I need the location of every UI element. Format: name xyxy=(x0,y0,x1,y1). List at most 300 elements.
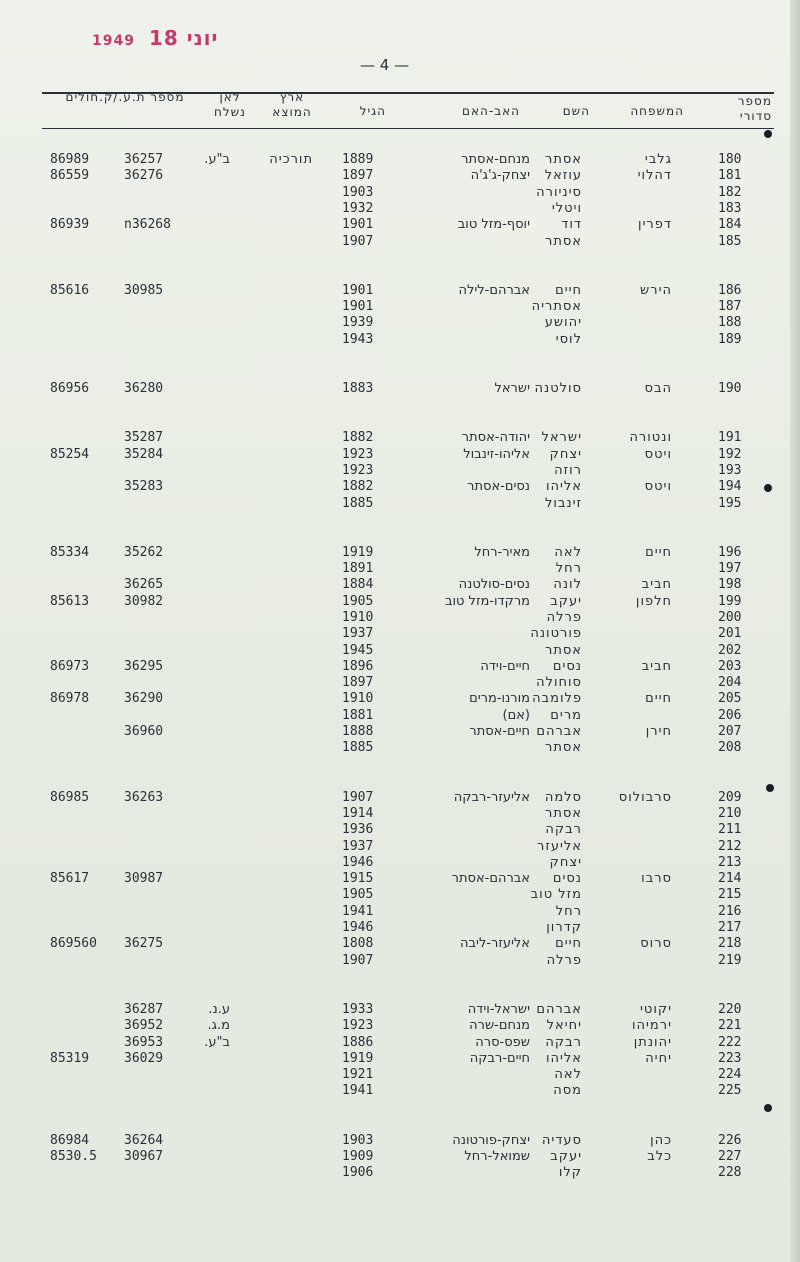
cell-parents: שפס-סרה xyxy=(475,1035,530,1050)
cell-tnum: 30982 xyxy=(124,594,164,609)
table-row xyxy=(0,152,800,168)
header-country: ארץ המוצא xyxy=(272,90,312,119)
cell-serial: 225 xyxy=(718,1083,742,1098)
table-row xyxy=(0,724,800,740)
table-row xyxy=(0,1002,800,1018)
table-row xyxy=(0,561,800,577)
table-row xyxy=(0,822,800,838)
cell-year: 1808 xyxy=(342,936,374,951)
cell-tnum: 36263 xyxy=(124,790,164,805)
cell-family: חביב xyxy=(641,659,672,674)
page-number: — 4 — xyxy=(360,56,410,74)
cell-year: 1882 xyxy=(342,479,374,494)
table-row xyxy=(0,168,800,184)
cell-name: קדרון xyxy=(546,920,582,935)
cell-tnum: 36275 xyxy=(124,936,164,951)
cell-year: 1905 xyxy=(342,594,374,609)
cell-name: אליהו xyxy=(545,479,582,494)
cell-tnum: 30985 xyxy=(124,283,164,298)
cell-fnum: 86939 xyxy=(50,217,90,232)
cell-tnum: 35283 xyxy=(124,479,164,494)
cell-family: כלב xyxy=(647,1149,672,1164)
cell-year: 1905 xyxy=(342,887,374,902)
cell-serial: 180 xyxy=(718,152,742,167)
table-row xyxy=(0,1035,800,1051)
cell-year: 1907 xyxy=(342,234,374,249)
cell-fnum: 86978 xyxy=(50,691,90,706)
cell-serial: 219 xyxy=(718,953,742,968)
cell-name: נסים xyxy=(552,871,582,886)
cell-name: פורטונה xyxy=(530,626,582,641)
cell-serial: 193 xyxy=(718,463,742,478)
cell-tnum: n36268 xyxy=(124,217,171,232)
cell-year: 1919 xyxy=(342,1051,374,1066)
cell-serial: 192 xyxy=(718,447,742,462)
cell-serial: 190 xyxy=(718,381,742,396)
cell-tnum: 36280 xyxy=(124,381,164,396)
header-family: המשפחה xyxy=(630,104,684,118)
cell-serial: 182 xyxy=(718,185,742,200)
cell-fnum: 86989 xyxy=(50,152,90,167)
cell-name: ויטלי xyxy=(551,201,582,216)
cell-name: רבקה xyxy=(545,822,582,837)
cell-fnum: 85319 xyxy=(50,1051,90,1066)
cell-serial: 188 xyxy=(718,315,742,330)
cell-serial: 208 xyxy=(718,740,742,755)
cell-year: 1882 xyxy=(342,430,374,445)
cell-year: 1946 xyxy=(342,920,374,935)
cell-tnum: 36029 xyxy=(124,1051,164,1066)
cell-year: 1885 xyxy=(342,496,374,511)
cell-fnum: 85613 xyxy=(50,594,90,609)
cell-year: 1923 xyxy=(342,447,374,462)
cell-name: פלומבה xyxy=(532,691,582,706)
cell-name: אסתריה xyxy=(531,299,582,314)
table-row xyxy=(0,479,800,495)
cell-name: לוסי xyxy=(555,332,582,347)
cell-serial: 204 xyxy=(718,675,742,690)
header-numbers: מספר ת.ע./ק.חולים xyxy=(65,90,185,104)
cell-serial: 227 xyxy=(718,1149,742,1164)
cell-country: תורכיה xyxy=(269,152,313,167)
stamp-date: 18 יוני xyxy=(148,26,219,50)
cell-name: אסתר xyxy=(544,740,582,755)
cell-name: מזל טוב xyxy=(530,887,582,902)
cell-serial: 228 xyxy=(718,1165,742,1180)
cell-fnum: 86985 xyxy=(50,790,90,805)
cell-year: 1901 xyxy=(342,299,374,314)
cell-year: 1939 xyxy=(342,315,374,330)
table-row xyxy=(0,201,800,217)
cell-year: 1885 xyxy=(342,740,374,755)
cell-tnum: 36264 xyxy=(124,1133,164,1148)
cell-family: ונטורה xyxy=(629,430,672,445)
header-serial: מספר סדורי xyxy=(737,94,772,123)
cell-name: פרלה xyxy=(546,953,582,968)
cell-family: כהן xyxy=(650,1133,672,1148)
cell-year: 1936 xyxy=(342,822,374,837)
header-parents: האב-האם xyxy=(462,104,520,118)
table-row xyxy=(0,234,800,250)
table-row xyxy=(0,790,800,806)
cell-parents: חיים-אסתר xyxy=(469,724,530,739)
cell-parents: ישראל xyxy=(494,381,530,396)
table-row xyxy=(0,315,800,331)
cell-name: סלמה xyxy=(544,790,582,805)
cell-name: נסים xyxy=(552,659,582,674)
cell-year: 1884 xyxy=(342,577,374,592)
cell-name: לאה xyxy=(554,1067,582,1082)
cell-family: חיים xyxy=(645,691,672,706)
cell-serial: 194 xyxy=(718,479,742,494)
table-row xyxy=(0,332,800,348)
cell-year: 1906 xyxy=(342,1165,374,1180)
cell-family: דפרין xyxy=(637,217,672,232)
cell-tnum: 36952 xyxy=(124,1018,164,1033)
cell-serial: 226 xyxy=(718,1133,742,1148)
cell-year: 1921 xyxy=(342,1067,374,1082)
table-row xyxy=(0,217,800,233)
table-row xyxy=(0,806,800,822)
cell-family: חלפון xyxy=(635,594,672,609)
cell-ship: ע.נ. xyxy=(208,1002,230,1017)
cell-year: 1901 xyxy=(342,217,374,232)
cell-year: 1910 xyxy=(342,691,374,706)
cell-parents: שמואל-רחל xyxy=(464,1149,530,1164)
cell-serial: 211 xyxy=(718,822,742,837)
table-row xyxy=(0,626,800,642)
cell-year: 1891 xyxy=(342,561,374,576)
table-row xyxy=(0,953,800,969)
cell-serial: 187 xyxy=(718,299,742,314)
cell-name: אסתר xyxy=(544,643,582,658)
cell-parents: מנחם-שרה xyxy=(469,1018,530,1033)
cell-serial: 202 xyxy=(718,643,742,658)
cell-name: סיניורה xyxy=(536,185,582,200)
cell-parents: (אם) xyxy=(502,708,530,723)
cell-serial: 213 xyxy=(718,855,742,870)
cell-family: סרבו xyxy=(641,871,672,886)
cell-year: 1888 xyxy=(342,724,374,739)
table-row xyxy=(0,610,800,626)
cell-serial: 209 xyxy=(718,790,742,805)
table-row xyxy=(0,1083,800,1099)
cell-family: הבס xyxy=(644,381,672,396)
cell-year: 1937 xyxy=(342,839,374,854)
cell-name: חיים xyxy=(555,936,582,951)
cell-year: 1896 xyxy=(342,659,374,674)
header-name: השם xyxy=(562,104,590,118)
cell-parents: אליעזר-רבקה xyxy=(453,790,530,805)
cell-serial: 207 xyxy=(718,724,742,739)
cell-serial: 184 xyxy=(718,217,742,232)
cell-year: 1903 xyxy=(342,1133,374,1148)
cell-fnum: 85254 xyxy=(50,447,90,462)
cell-year: 1901 xyxy=(342,283,374,298)
cell-serial: 185 xyxy=(718,234,742,249)
cell-name: עוזאל xyxy=(544,168,582,183)
cell-serial: 198 xyxy=(718,577,742,592)
cell-year: 1897 xyxy=(342,675,374,690)
stamp-year: 1949 xyxy=(92,33,135,49)
cell-serial: 183 xyxy=(718,201,742,216)
cell-year: 1889 xyxy=(342,152,374,167)
punch-hole-mark xyxy=(764,484,772,492)
table-row xyxy=(0,691,800,707)
table-row xyxy=(0,299,800,315)
cell-parents: מורנו-מרים xyxy=(469,691,530,706)
table-row xyxy=(0,594,800,610)
cell-family: חירן xyxy=(645,724,672,739)
table-row xyxy=(0,839,800,855)
cell-family: חיים xyxy=(645,545,672,560)
cell-serial: 223 xyxy=(718,1051,742,1066)
cell-family: הירש xyxy=(640,283,672,298)
table-row xyxy=(0,904,800,920)
cell-fnum: 85616 xyxy=(50,283,90,298)
cell-serial: 210 xyxy=(718,806,742,821)
cell-name: יחיאל xyxy=(546,1018,582,1033)
cell-fnum: 86984 xyxy=(50,1133,90,1148)
cell-name: פרלה xyxy=(546,610,582,625)
cell-parents: אברהם-אסתר xyxy=(451,871,530,886)
table-row xyxy=(0,185,800,201)
cell-parents: ישראל-וידה xyxy=(467,1002,530,1017)
cell-tnum: 30987 xyxy=(124,871,164,886)
cell-serial: 201 xyxy=(718,626,742,641)
cell-serial: 215 xyxy=(718,887,742,902)
cell-year: 1932 xyxy=(342,201,374,216)
cell-serial: 191 xyxy=(718,430,742,445)
punch-hole-mark xyxy=(766,784,774,792)
cell-name: אברהם xyxy=(536,1002,582,1017)
cell-year: 1933 xyxy=(342,1002,374,1017)
cell-ship: מ.ג. xyxy=(207,1018,230,1033)
cell-year: 1919 xyxy=(342,545,374,560)
cell-name: רבקה xyxy=(545,1035,582,1050)
cell-serial: 196 xyxy=(718,545,742,560)
cell-family: ירמיהו xyxy=(631,1018,672,1033)
cell-ship: ב"ע. xyxy=(204,1035,230,1050)
cell-name: סעדיה xyxy=(541,1133,582,1148)
cell-serial: 224 xyxy=(718,1067,742,1082)
cell-name: לונה xyxy=(553,577,582,592)
table-row xyxy=(0,381,800,397)
cell-year: 1903 xyxy=(342,185,374,200)
cell-name: רוזה xyxy=(554,463,582,478)
cell-name: אסתר xyxy=(544,234,582,249)
cell-year: 1923 xyxy=(342,1018,374,1033)
cell-fnum: 85617 xyxy=(50,871,90,886)
table-row xyxy=(0,936,800,952)
table-row xyxy=(0,855,800,871)
cell-tnum: 36295 xyxy=(124,659,164,674)
cell-name: יעקב xyxy=(550,1149,582,1164)
cell-serial: 206 xyxy=(718,708,742,723)
cell-year: 1909 xyxy=(342,1149,374,1164)
cell-name: חיים xyxy=(555,283,582,298)
cell-parents: יוסף-מזל טוב xyxy=(457,217,530,232)
cell-parents: מנחם-אסתר xyxy=(461,152,530,167)
cell-family: ויטס xyxy=(644,479,672,494)
cell-name: מסה xyxy=(553,1083,582,1098)
cell-year: 1910 xyxy=(342,610,374,625)
cell-name: יעקב xyxy=(550,594,582,609)
table-row xyxy=(0,1165,800,1181)
cell-parents: יצחק-פורטונה xyxy=(452,1133,530,1148)
cell-name: דוד xyxy=(561,217,582,232)
cell-year: 1946 xyxy=(342,855,374,870)
cell-tnum: 36287 xyxy=(124,1002,164,1017)
cell-serial: 212 xyxy=(718,839,742,854)
table-row xyxy=(0,1051,800,1067)
table-row xyxy=(0,1149,800,1165)
cell-name: אברהם xyxy=(536,724,582,739)
cell-parents: אליעזר-ליבה xyxy=(460,936,530,951)
cell-parents: יהודה-אסתר xyxy=(461,430,530,445)
cell-year: 1941 xyxy=(342,904,374,919)
cell-tnum: 36960 xyxy=(124,724,164,739)
table-row xyxy=(0,463,800,479)
cell-name: אסתר xyxy=(544,152,582,167)
table-row xyxy=(0,1067,800,1083)
cell-family: יהונתן xyxy=(633,1035,672,1050)
cell-serial: 197 xyxy=(718,561,742,576)
cell-year: 1945 xyxy=(342,643,374,658)
cell-year: 1907 xyxy=(342,953,374,968)
table-row xyxy=(0,920,800,936)
cell-year: 1941 xyxy=(342,1083,374,1098)
header-bottom-rule xyxy=(42,128,774,129)
cell-fnum: 86956 xyxy=(50,381,90,396)
cell-fnum: 86973 xyxy=(50,659,90,674)
cell-serial: 189 xyxy=(718,332,742,347)
cell-serial: 200 xyxy=(718,610,742,625)
cell-year: 1881 xyxy=(342,708,374,723)
punch-hole-mark xyxy=(764,130,772,138)
cell-parents: מאיר-רחל xyxy=(474,545,530,560)
cell-year: 1915 xyxy=(342,871,374,886)
punch-hole-mark xyxy=(764,1104,772,1112)
cell-year: 1886 xyxy=(342,1035,374,1050)
cell-serial: 203 xyxy=(718,659,742,674)
cell-name: מרים xyxy=(550,708,582,723)
table-row xyxy=(0,545,800,561)
cell-serial: 214 xyxy=(718,871,742,886)
cell-name: קלו xyxy=(558,1165,582,1180)
cell-name: יצחק xyxy=(549,447,582,462)
cell-name: יצחק xyxy=(549,855,582,870)
cell-parents: חיים-רבקה xyxy=(469,1051,530,1066)
cell-parents: חיים-וידה xyxy=(480,659,530,674)
cell-tnum: 36265 xyxy=(124,577,164,592)
cell-family: גלבי xyxy=(644,152,672,167)
cell-parents: נסים-סולטנה xyxy=(458,577,530,592)
cell-serial: 186 xyxy=(718,283,742,298)
table-row xyxy=(0,447,800,463)
table-row xyxy=(0,577,800,593)
table-row xyxy=(0,675,800,691)
cell-name: סולטנה xyxy=(534,381,582,396)
cell-name: ישראל xyxy=(541,430,582,445)
cell-tnum: 35262 xyxy=(124,545,164,560)
cell-family: יחיה xyxy=(645,1051,672,1066)
cell-serial: 221 xyxy=(718,1018,742,1033)
table-row xyxy=(0,659,800,675)
cell-year: 1907 xyxy=(342,790,374,805)
table-row xyxy=(0,496,800,512)
table-row xyxy=(0,887,800,903)
table-row xyxy=(0,740,800,756)
cell-parents: אליהו-זינבול xyxy=(463,447,530,462)
cell-serial: 216 xyxy=(718,904,742,919)
date-stamp xyxy=(92,26,218,50)
cell-family: יקוטי xyxy=(639,1002,672,1017)
cell-serial: 218 xyxy=(718,936,742,951)
cell-tnum: 35284 xyxy=(124,447,164,462)
cell-tnum: 36276 xyxy=(124,168,164,183)
cell-fnum: 8530.5 xyxy=(50,1149,97,1164)
table-row xyxy=(0,871,800,887)
table-row xyxy=(0,708,800,724)
cell-parents: מרקדו-מזל טוב xyxy=(444,594,530,609)
cell-serial: 181 xyxy=(718,168,742,183)
cell-family: סרוס xyxy=(640,936,672,951)
table-row xyxy=(0,430,800,446)
cell-family: חביב xyxy=(641,577,672,592)
cell-name: רחל xyxy=(555,904,582,919)
cell-family: סרבולוס xyxy=(618,790,672,805)
cell-fnum: 86559 xyxy=(50,168,90,183)
cell-parents: יצחק-ג'ג'ה xyxy=(470,168,530,183)
cell-serial: 217 xyxy=(718,920,742,935)
cell-year: 1943 xyxy=(342,332,374,347)
cell-name: לאה xyxy=(554,545,582,560)
cell-serial: 199 xyxy=(718,594,742,609)
cell-name: זינבול xyxy=(544,496,582,511)
cell-name: אליעזר xyxy=(537,839,582,854)
cell-year: 1923 xyxy=(342,463,374,478)
cell-parents: נסים-אסתר xyxy=(467,479,530,494)
table-row xyxy=(0,1133,800,1149)
cell-year: 1937 xyxy=(342,626,374,641)
cell-tnum: 36953 xyxy=(124,1035,164,1050)
header-age: הגיל xyxy=(359,104,386,118)
cell-name: רחל xyxy=(555,561,582,576)
cell-year: 1914 xyxy=(342,806,374,821)
cell-fnum: 85334 xyxy=(50,545,90,560)
cell-tnum: 35287 xyxy=(124,430,164,445)
cell-tnum: 36257 xyxy=(124,152,164,167)
cell-tnum: 30967 xyxy=(124,1149,164,1164)
cell-tnum: 36290 xyxy=(124,691,164,706)
cell-serial: 205 xyxy=(718,691,742,706)
cell-parents: אברהם-לילה xyxy=(458,283,530,298)
cell-name: אסתר xyxy=(544,806,582,821)
cell-serial: 220 xyxy=(718,1002,742,1017)
cell-name: אליהו xyxy=(545,1051,582,1066)
cell-family: ויטס xyxy=(644,447,672,462)
cell-year: 1897 xyxy=(342,168,374,183)
cell-serial: 222 xyxy=(718,1035,742,1050)
table-row xyxy=(0,643,800,659)
table-row xyxy=(0,283,800,299)
cell-serial: 195 xyxy=(718,496,742,511)
cell-year: 1883 xyxy=(342,381,374,396)
cell-fnum: 869560 xyxy=(50,936,97,951)
cell-ship: ב"ע. xyxy=(204,152,230,167)
table-row xyxy=(0,1018,800,1034)
